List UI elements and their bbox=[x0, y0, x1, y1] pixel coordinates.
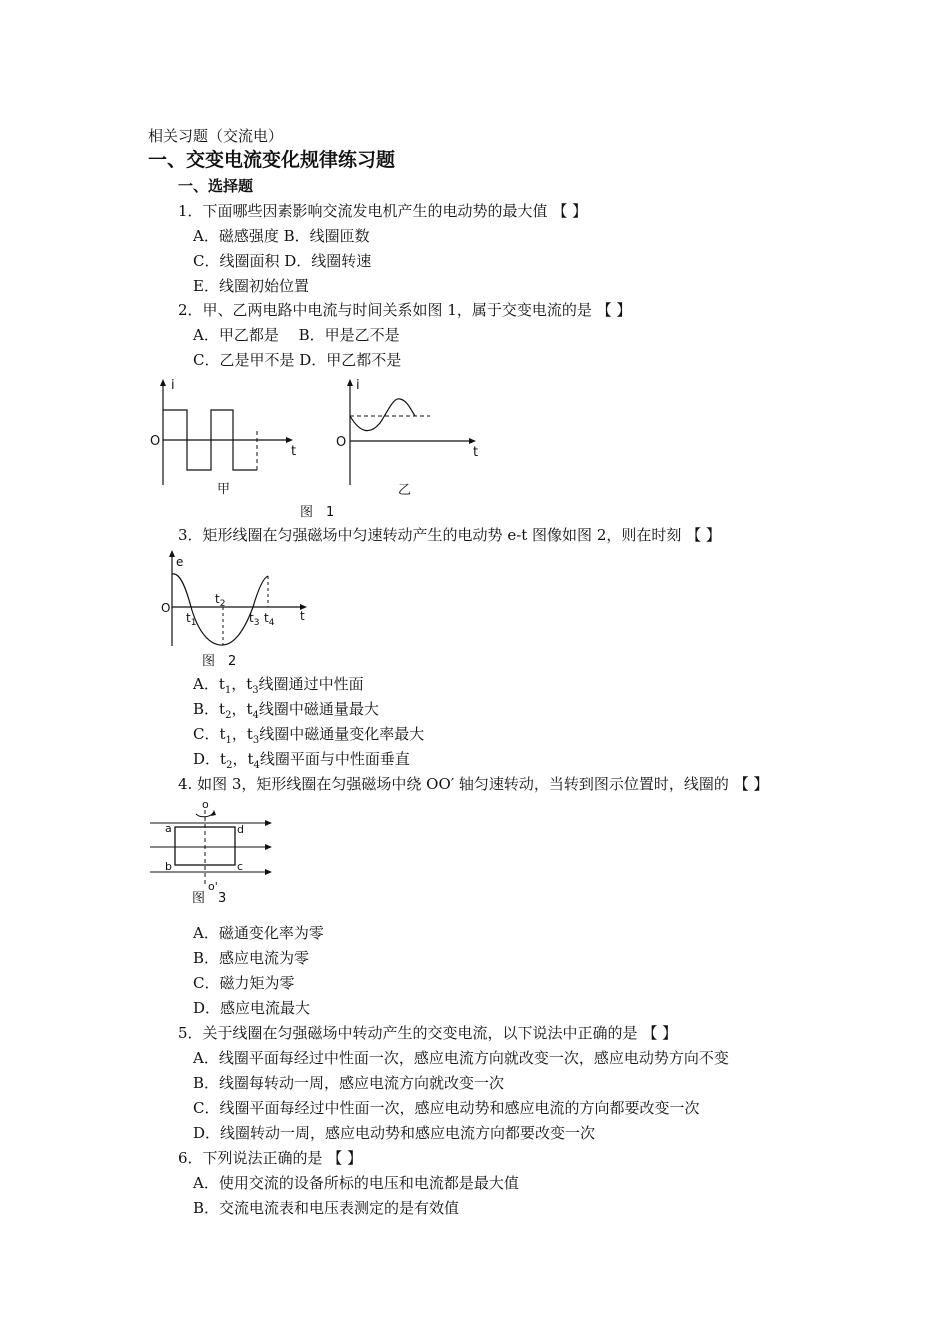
q6-option: B．交流电流表和电压表测定的是有效值 bbox=[193, 1199, 460, 1217]
q3-option: A．$t_1$，$t_3$线圈通过中性面 bbox=[193, 675, 364, 696]
q6-option: A．使用交流的设备所标的电压和电流都是最大值 bbox=[193, 1174, 519, 1192]
doc-header: 相关习题（交流电） bbox=[148, 127, 284, 145]
q4-option: A．磁通变化率为零 bbox=[193, 924, 324, 942]
fig1-left-name: 甲 bbox=[217, 482, 231, 497]
q4-option: D．感应电流最大 bbox=[193, 999, 311, 1017]
q2-stem: 2．甲、乙两电路中电流与时间关系如图 1，属于交变电流的是 【 】 bbox=[178, 301, 632, 319]
q5-stem: 5．关于线圈在匀强磁场中转动产生的交变电流，以下说法中正确的是 【 】 bbox=[178, 1024, 678, 1042]
figure-2 bbox=[158, 548, 318, 670]
q2-option: A．甲乙都是 B．甲是乙不是 bbox=[193, 326, 400, 344]
fig3-d-label: d bbox=[237, 823, 244, 836]
q5-option: B．线圈每转动一周，感应电流方向就改变一次 bbox=[193, 1074, 505, 1092]
fig2-t3-label: $t_3$ bbox=[249, 611, 260, 628]
doc-title: 一、交变电流变化规律练习题 bbox=[148, 149, 396, 171]
q6-stem: 6．下列说法正确的是 【 】 bbox=[178, 1149, 363, 1167]
q1-option: C．线圈面积 D．线圈转速 bbox=[193, 252, 372, 270]
q1-option: A．磁感强度 B．线圈匝数 bbox=[193, 227, 370, 245]
fig1-left-origin-label: O bbox=[150, 434, 161, 449]
fig3-a-label: a bbox=[165, 822, 172, 835]
q1-option: E．线圈初始位置 bbox=[193, 277, 309, 295]
fig1-right-t-label: t bbox=[473, 445, 479, 460]
fig2-e-label: e bbox=[176, 555, 184, 569]
q3-option: B．$t_2$，$t_4$线圈中磁通量最大 bbox=[193, 700, 379, 721]
q3-stem: 3．矩形线圈在匀强磁场中匀速转动产生的电动势 e-t 图像如图 2，则在时刻 【 】 bbox=[178, 526, 721, 544]
q5-option: D．线圈转动一周，感应电动势和感应电流方向都要改变一次 bbox=[193, 1124, 596, 1142]
fig3-o-top-label: o bbox=[202, 798, 209, 811]
fig3-b-label: b bbox=[165, 860, 172, 873]
figure-1-svg bbox=[145, 375, 490, 520]
q3-option: D．$t_2$，$t_4$线圈平面与中性面垂直 bbox=[193, 750, 410, 771]
figure-3 bbox=[148, 798, 278, 908]
fig2-t1-label: $t_1$ bbox=[186, 611, 197, 628]
fig1-right-i-label: i bbox=[356, 378, 360, 393]
fig3-o-bottom-label: o' bbox=[208, 880, 218, 893]
fig3-caption: 图 3 bbox=[192, 891, 227, 906]
fig2-t-label: t bbox=[300, 609, 305, 623]
fig3-c-label: c bbox=[237, 860, 244, 873]
fig2-caption: 图 2 bbox=[202, 654, 237, 669]
q4-option: B．感应电流为零 bbox=[193, 949, 310, 967]
q4-option: C．磁力矩为零 bbox=[193, 974, 295, 992]
fig1-right-origin-label: O bbox=[336, 435, 347, 450]
q2-option: C．乙是甲不是 D．甲乙都不是 bbox=[193, 351, 402, 369]
figure-2-svg bbox=[158, 548, 318, 670]
fig1-caption: 图 1 bbox=[300, 505, 335, 520]
q4-stem: 4. 如图 3，矩形线圈在匀强磁场中绕 OO′ 轴匀速转动，当转到图示位置时，线圈的 【 】 bbox=[178, 775, 769, 793]
fig1-right-name: 乙 bbox=[398, 483, 412, 498]
q3-option: C．$t_1$，$t_3$线圈中磁通量变化率最大 bbox=[193, 725, 425, 746]
q1-stem: 1．下面哪些因素影响交流发电机产生的电动势的最大值 【 】 bbox=[178, 202, 588, 220]
fig2-t4-label: $t_4$ bbox=[264, 611, 275, 628]
figure-1 bbox=[145, 375, 490, 520]
sine-wave bbox=[350, 399, 415, 431]
fig1-left-i-label: i bbox=[171, 378, 175, 393]
fig2-origin-label: O bbox=[161, 601, 171, 615]
emf-curve bbox=[172, 574, 268, 645]
q5-option: C．线圈平面每经过中性面一次，感应电动势和感应电流的方向都要改变一次 bbox=[193, 1099, 700, 1117]
fig2-t2-label: $t_2$ bbox=[215, 592, 226, 609]
section-heading: 一、选择题 bbox=[178, 177, 254, 195]
fig1-left-t-label: t bbox=[291, 444, 297, 459]
figure-3-svg bbox=[148, 798, 278, 908]
q5-option: A．线圈平面每经过中性面一次，感应电流方向就改变一次，感应电动势方向不变 bbox=[193, 1049, 729, 1067]
